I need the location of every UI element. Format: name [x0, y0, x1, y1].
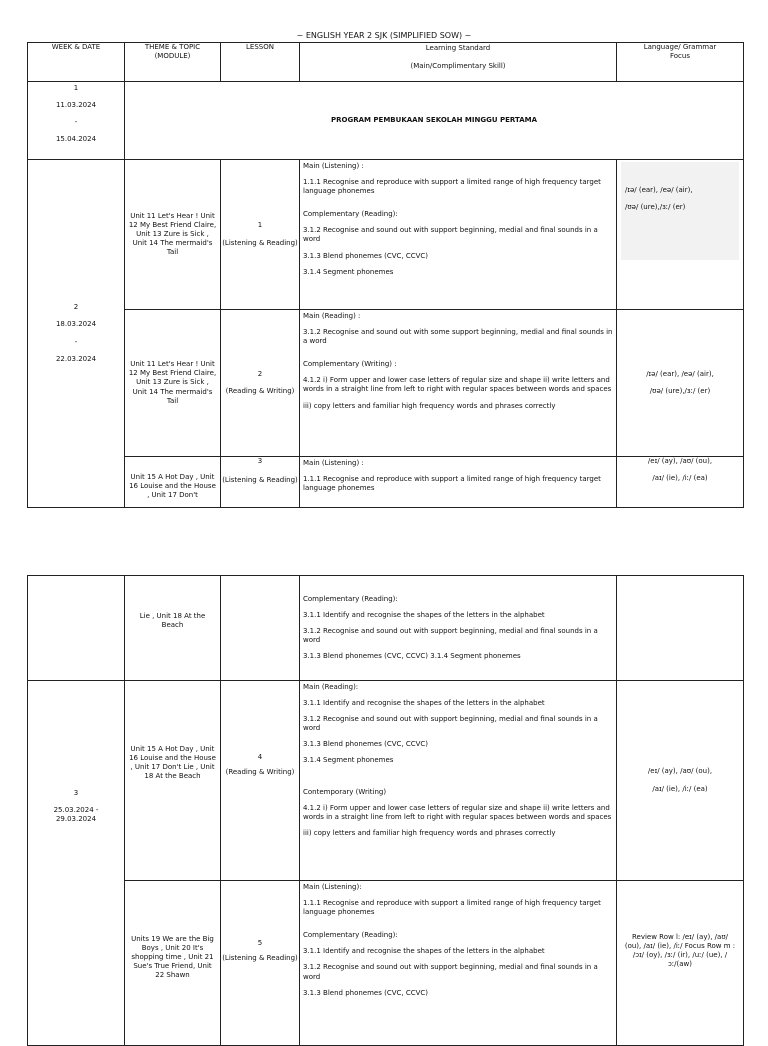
table-row-lesson-3-continued	[28, 576, 744, 681]
header-focus: Language/ Grammar Focus	[617, 43, 744, 82]
lesson-5-learning-standard: Main (Listening): 1.1.1 Recognise and reproduce with support a limited range of high frequency target language phonemes Complementary (Reading): 3.1.1 Identify and recognise the shapes of the letters in the alphabet 3.1.2 Recognise and sound out with support beginning, medial and final sounds in a word 3.1.3 Blend phonemes (CVC, CCVC)	[300, 881, 617, 1046]
table-row-lesson-1	[28, 160, 744, 310]
table-row-lesson-3	[28, 457, 744, 508]
table-header-row	[28, 43, 744, 82]
lesson-1-number: 1 (Listening & Reading)	[221, 160, 300, 310]
table-row-lesson-2	[28, 310, 744, 457]
lesson-5-number: 5 (Listening & Reading)	[221, 881, 300, 1046]
lesson-5-theme: Units 19 We are the Big Boys , Unit 20 It's shopping time , Unit 21 Sue's True Friend, Unit 22 Shawn	[125, 881, 221, 1046]
header-learning-standard: Learning Standard (Main/Complimentary Skill)	[300, 43, 617, 82]
header-lesson: LESSON	[221, 43, 300, 82]
page-title: ~ ENGLISH YEAR 2 SJK (SIMPLIFIED SOW) ~	[296, 31, 472, 40]
week-1-cell: 1 11.03.2024 - 15.04.2024	[28, 82, 125, 160]
lesson-3-theme-top: Unit 15 A Hot Day , Unit 16 Louise and the House , Unit 17 Don't	[125, 457, 221, 508]
table-row-lesson-5	[28, 881, 744, 1046]
lesson-3-number: 3 (Listening & Reading)	[221, 457, 300, 508]
lesson-2-learning-standard: Main (Reading) : 3.1.2 Recognise and sound out with some support beginning, medial and final sounds in a word Complementary (Writing) : 4.1.2 i) Form upper and lower case letters of regular size and shape ii) write letters and words in a straight line from left to right with regular spaces between words and spaces iii) copy letters and familiar high frequency words and phrases correctly	[300, 310, 617, 457]
lesson-5-focus: Review Row l: /eɪ/ (ay), /aʊ/ (ou), /aɪ/ (ie), /iː/ Focus Row m : /ɔɪ/ (oy), /ɜː/ (ir), /uː/ (ue), /ɔː/(aw)	[617, 881, 744, 1046]
lesson-3-theme-bottom: Lie , Unit 18 At the Beach	[125, 576, 221, 681]
lesson-3-focus-empty	[617, 576, 744, 681]
lesson-4-focus: /eɪ/ (ay), /aʊ/ (ou), /aɪ/ (ie), /iː/ (ea)	[617, 681, 744, 881]
lesson-3-learning-standard-top: Main (Listening) : 1.1.1 Recognise and reproduce with support a limited range of high frequency target language phonemes	[300, 457, 617, 508]
lesson-2-theme: Unit 11 Let's Hear ! Unit 12 My Best Friend Claire, Unit 13 Zure is Sick , Unit 14 The mermaid's Tail	[125, 310, 221, 457]
lesson-4-number: 4 (Reading & Writing)	[221, 681, 300, 881]
lesson-3-learning-standard-bottom: Complementary (Reading): 3.1.1 Identify and recognise the shapes of the letters in the alphabet 3.1.2 Recognise and sound out with support beginning, medial and final sounds in a word 3.1.3 Blend phonemes (CVC, CCVC) 3.1.4 Segment phonemes	[300, 576, 617, 681]
lesson-2-number: 2 (Reading & Writing)	[221, 310, 300, 457]
lesson-2-focus: /ɪə/ (ear), /eə/ (air), /ʊə/ (ure),/ɜː/ (er)	[617, 310, 744, 457]
lesson-3-lesson-empty	[221, 576, 300, 681]
lesson-4-theme: Unit 15 A Hot Day , Unit 16 Louise and the House , Unit 17 Don't Lie , Unit 18 At the Beach	[125, 681, 221, 881]
table-row-week-1	[28, 82, 744, 160]
sow-table-part-2	[27, 575, 744, 1046]
table-row-lesson-4	[28, 681, 744, 881]
lesson-4-learning-standard: Main (Reading): 3.1.1 Identify and recognise the shapes of the letters in the alphabet 3.1.2 Recognise and sound out with support beginning, medial and final sounds in a word 3.1.3 Blend phonemes (CVC, CCVC) 3.1.4 Segment phonemes Contemporary (Writing) 4.1.2 i) Form upper and lower case letters of regular size and shape ii) write letters and words in a straight line from left to right with regular spaces between words and spaces iii) copy letters and familiar high frequency words and phrases correctly	[300, 681, 617, 881]
lesson-1-focus: /ɪə/ (ear), /eə/ (air), /ʊə/ (ure),/ɜː/ (er)	[617, 160, 744, 310]
lesson-1-theme: Unit 11 Let's Hear ! Unit 12 My Best Friend Claire, Unit 13 Zure is Sick , Unit 14 The mermaid's Tail	[125, 160, 221, 310]
week-3-cell: 3 25.03.2024 - 29.03.2024	[28, 681, 125, 1046]
sow-table-part-1	[27, 42, 744, 508]
header-theme: THEME & TOPIC (MODULE)	[125, 43, 221, 82]
lesson-3-focus: /eɪ/ (ay), /aʊ/ (ou), /aɪ/ (ie), /iː/ (ea)	[617, 457, 744, 508]
week-empty-cell	[28, 576, 125, 681]
lesson-1-learning-standard: Main (Listening) : 1.1.1 Recognise and reproduce with support a limited range of high frequency target language phonemes Complementary (Reading): 3.1.2 Recognise and sound out with support beginning, medial and final sounds in a word 3.1.3 Blend phonemes (CVC, CCVC) 3.1.4 Segment phonemes	[300, 160, 617, 310]
week-2-cell: 2 18.03.2024 - 22.03.2024	[28, 160, 125, 508]
program-cell: PROGRAM PEMBUKAAN SEKOLAH MINGGU PERTAMA	[125, 82, 744, 160]
header-week: WEEK & DATE	[28, 43, 125, 82]
